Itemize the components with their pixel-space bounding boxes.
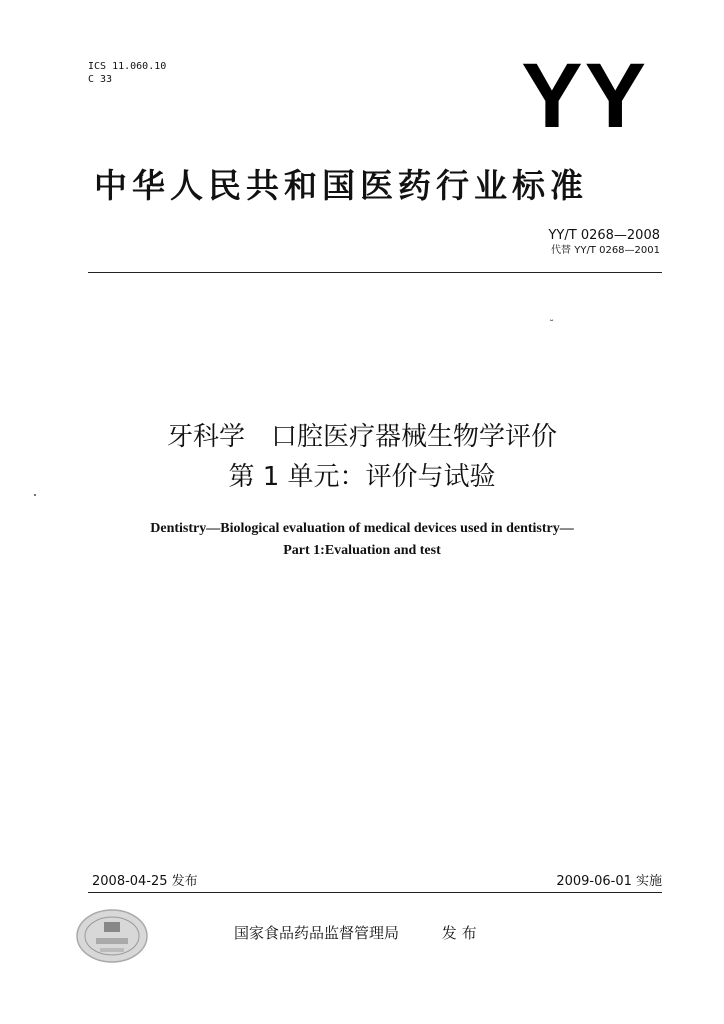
top-divider (88, 272, 662, 273)
chinese-title-line-1: 牙科学 口腔医疗器械生物学评价 (166, 422, 557, 452)
scan-dot (34, 494, 36, 496)
english-title-line-1: Dentistry—Biological evaluation of medical devices used in dentistry— (150, 521, 574, 536)
scan-mark: ˽ (550, 312, 554, 321)
ics-code-block (88, 60, 166, 86)
issuer-name: 国家食品药品监督管理局 (234, 924, 400, 942)
chinese-title-line-2: 第 1 单元：评价与试验 (228, 462, 496, 492)
ics-number: ICS 11.060.10 (88, 61, 167, 72)
issuer-line (234, 922, 477, 943)
replaces-code: 代替 YY/T 0268—2001 (551, 245, 660, 256)
ccs-number: C 33 (88, 74, 113, 85)
standard-code: YY/T 0268—2008 (548, 228, 660, 243)
english-title (0, 518, 724, 562)
yy-logo: YY (521, 45, 648, 147)
standard-code-block (548, 228, 660, 257)
implement-date: 2009-06-01 实施 (556, 874, 662, 889)
english-title-line-2: Part 1:Evaluation and test (283, 543, 441, 558)
bottom-divider (88, 892, 662, 893)
official-seal-stamp-icon (74, 908, 150, 964)
issue-date: 2008-04-25 发布 (92, 874, 198, 889)
publish-label: 发 布 (441, 924, 477, 942)
standard-type-title: 中华人民共和国医药行业标准 (94, 166, 588, 205)
